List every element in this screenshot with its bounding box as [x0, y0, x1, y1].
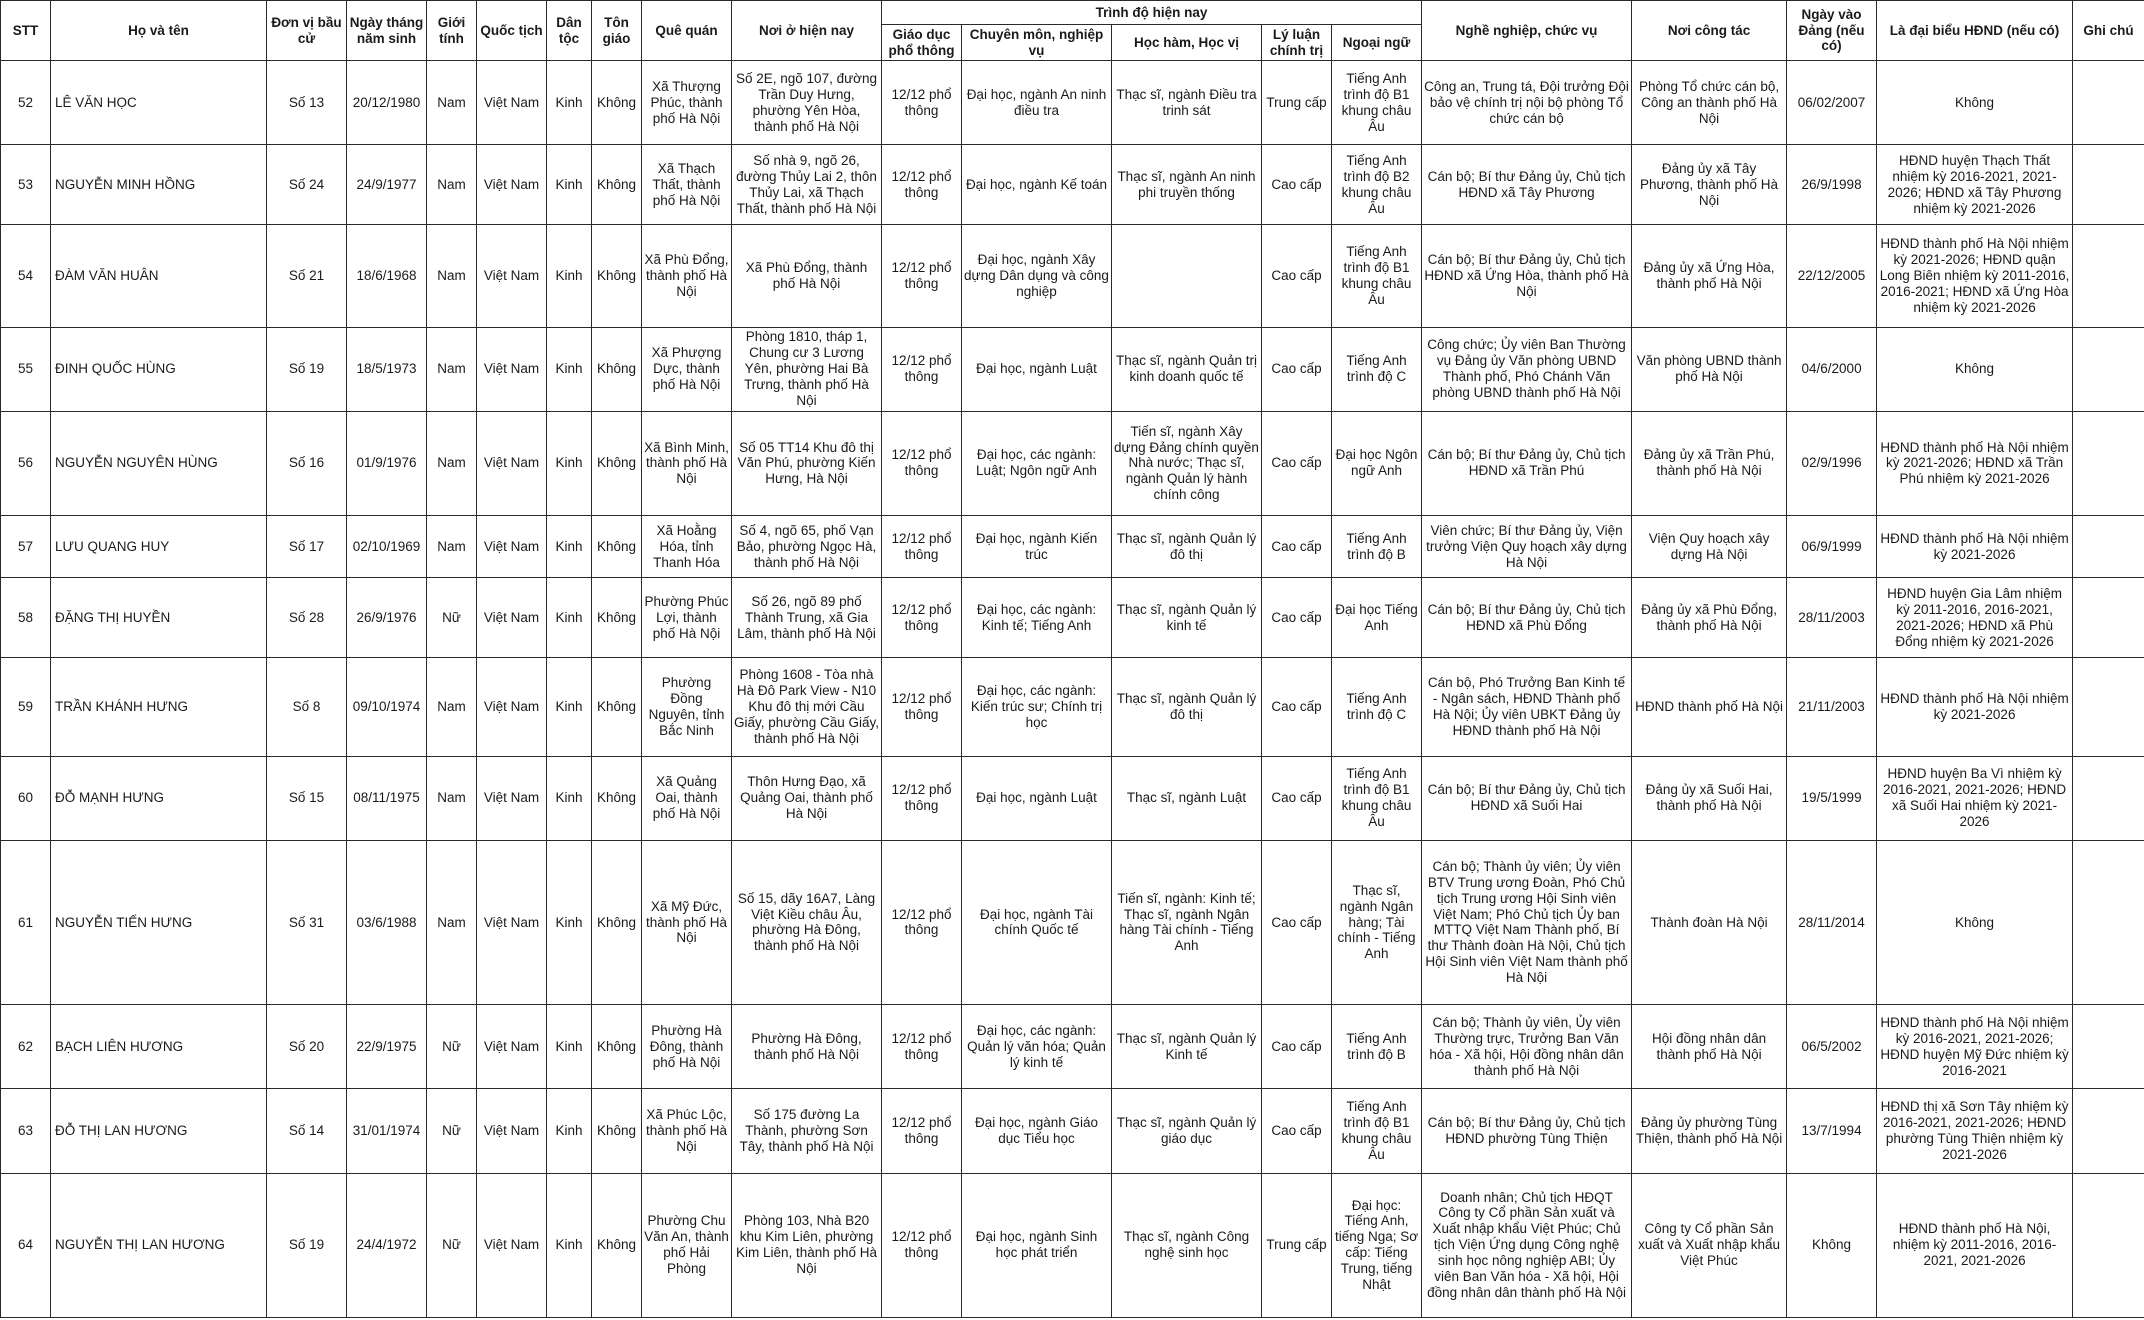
cell-ly-luan: Cao cấp: [1262, 411, 1332, 515]
cell-dai-bieu: Không: [1877, 61, 2073, 145]
cell-stt: 61: [1, 840, 51, 1004]
cell-ton-giao: Không: [592, 145, 642, 225]
cell-don-vi: Số 24: [267, 145, 347, 225]
table-row: [1, 1005, 2144, 1089]
cell-ngay-vao-dang: 28/11/2003: [1787, 578, 1877, 658]
cell-ho-ten: ĐỖ THỊ LAN HƯƠNG: [51, 1089, 267, 1173]
cell-ly-luan: Cao cấp: [1262, 145, 1332, 225]
cell-stt: 55: [1, 327, 51, 411]
cell-ngay-sinh: 20/12/1980: [347, 61, 427, 145]
cell-dai-bieu: HĐND thành phố Hà Nội nhiệm kỳ 2021-2026: [1877, 516, 2073, 578]
cell-noi-o: Thôn Hưng Đạo, xã Quảng Oai, thành phố Hà Nội: [732, 756, 882, 840]
table-row: [1, 327, 2144, 411]
cell-gd-pho-thong: 12/12 phổ thông: [882, 145, 962, 225]
cell-noi-o: Phòng 1810, tháp 1, Chung cư 3 Lương Yên, phường Hai Bà Trưng, thành phố Hà Nội: [732, 327, 882, 411]
cell-dan-toc: Kinh: [547, 840, 592, 1004]
cell-ly-luan: Cao cấp: [1262, 516, 1332, 578]
table-row: [1, 1089, 2144, 1173]
cell-chuyen-mon: Đại học, ngành An ninh điều tra: [962, 61, 1112, 145]
cell-dan-toc: Kinh: [547, 756, 592, 840]
cell-chuyen-mon: Đại học, ngành Kế toán: [962, 145, 1112, 225]
cell-ho-ten: BẠCH LIÊN HƯƠNG: [51, 1005, 267, 1089]
cell-ghi-chu: [2073, 1005, 2144, 1089]
cell-dai-bieu: HĐND thị xã Sơn Tây nhiệm kỳ 2016-2021, 2021-2026; HĐND phường Tùng Thiện nhiệm kỳ 2021-2026: [1877, 1089, 2073, 1173]
cell-nghe-nghiep: Cán bộ; Bí thư Đảng ủy, Chủ tịch HĐND xã Ứng Hòa, thành phố Hà Nội: [1422, 225, 1632, 327]
table-row: [1, 61, 2144, 145]
header-stt: STT: [1, 1, 51, 61]
header-ton-giao: Tôn giáo: [592, 1, 642, 61]
cell-chuyen-mon: Đại học, ngành Kiến trúc: [962, 516, 1112, 578]
cell-hoc-ham: Thạc sĩ, ngành Quản lý giáo dục: [1112, 1089, 1262, 1173]
cell-ton-giao: Không: [592, 327, 642, 411]
cell-ton-giao: Không: [592, 1173, 642, 1317]
cell-gd-pho-thong: 12/12 phổ thông: [882, 840, 962, 1004]
cell-ngay-vao-dang: Không: [1787, 1173, 1877, 1317]
cell-ngay-vao-dang: 21/11/2003: [1787, 658, 1877, 756]
cell-noi-cong-tac: Đảng ủy phường Tùng Thiện, thành phố Hà Nội: [1632, 1089, 1787, 1173]
cell-ho-ten: LÊ VĂN HỌC: [51, 61, 267, 145]
cell-dai-bieu: HĐND thành phố Hà Nội nhiệm kỳ 2021-2026: [1877, 658, 2073, 756]
cell-noi-o: Số 2E, ngõ 107, đường Trần Duy Hưng, phường Yên Hòa, thành phố Hà Nội: [732, 61, 882, 145]
cell-ngay-sinh: 31/01/1974: [347, 1089, 427, 1173]
cell-gioi-tinh: Nam: [427, 840, 477, 1004]
cell-ngay-sinh: 24/4/1972: [347, 1173, 427, 1317]
cell-noi-o: Số 26, ngõ 89 phố Thành Trung, xã Gia Lâm, thành phố Hà Nội: [732, 578, 882, 658]
cell-quoc-tich: Việt Nam: [477, 145, 547, 225]
cell-ho-ten: NGUYỄN THỊ LAN HƯƠNG: [51, 1173, 267, 1317]
cell-ho-ten: NGUYỄN MINH HỒNG: [51, 145, 267, 225]
cell-ho-ten: LƯU QUANG HUY: [51, 516, 267, 578]
cell-gd-pho-thong: 12/12 phổ thông: [882, 1173, 962, 1317]
cell-don-vi: Số 14: [267, 1089, 347, 1173]
cell-ton-giao: Không: [592, 658, 642, 756]
cell-dan-toc: Kinh: [547, 225, 592, 327]
cell-ton-giao: Không: [592, 578, 642, 658]
cell-ly-luan: Cao cấp: [1262, 578, 1332, 658]
cell-chuyen-mon: Đại học, các ngành: Kinh tế; Tiếng Anh: [962, 578, 1112, 658]
cell-dai-bieu: HĐND thành phố Hà Nội, nhiệm kỳ 2011-2016, 2016-2021, 2021-2026: [1877, 1173, 2073, 1317]
cell-don-vi: Số 16: [267, 411, 347, 515]
header-dai-bieu: Là đại biểu HĐND (nếu có): [1877, 1, 2073, 61]
cell-ho-ten: ĐINH QUỐC HÙNG: [51, 327, 267, 411]
cell-gioi-tinh: Nam: [427, 61, 477, 145]
cell-quoc-tich: Việt Nam: [477, 578, 547, 658]
cell-ngay-sinh: 02/10/1969: [347, 516, 427, 578]
cell-gioi-tinh: Nữ: [427, 578, 477, 658]
header-ngoai-ngu: Ngoại ngữ: [1332, 25, 1422, 61]
table-header: [1, 1, 2144, 61]
cell-hoc-ham: Tiến sĩ, ngành Xây dựng Đảng chính quyền Nhà nước; Thạc sĩ, ngành Quản lý hành chính công: [1112, 411, 1262, 515]
cell-que-quan: Xã Thượng Phúc, thành phố Hà Nội: [642, 61, 732, 145]
cell-ghi-chu: [2073, 516, 2144, 578]
cell-que-quan: Xã Bình Minh, thành phố Hà Nội: [642, 411, 732, 515]
cell-chuyen-mon: Đại học, ngành Giáo dục Tiểu học: [962, 1089, 1112, 1173]
cell-quoc-tich: Việt Nam: [477, 756, 547, 840]
cell-noi-cong-tac: Đảng ủy xã Suối Hai, thành phố Hà Nội: [1632, 756, 1787, 840]
cell-ngoai-ngu: Tiếng Anh trình độ B1 khung châu Âu: [1332, 1089, 1422, 1173]
header-que-quan: Quê quán: [642, 1, 732, 61]
cell-ly-luan: Cao cấp: [1262, 225, 1332, 327]
cell-don-vi: Số 17: [267, 516, 347, 578]
cell-noi-o: Phòng 1608 - Tòa nhà Hà Đô Park View - N10 Khu đô thị mới Cầu Giấy, phường Cầu Giấy, thành phố Hà Nội: [732, 658, 882, 756]
cell-nghe-nghiep: Cán bộ; Bí thư Đảng ủy, Chủ tịch HĐND xã Tây Phương: [1422, 145, 1632, 225]
cell-hoc-ham: Thạc sĩ, ngành An ninh phi truyền thống: [1112, 145, 1262, 225]
header-don-vi: Đơn vị bầu cử: [267, 1, 347, 61]
cell-noi-o: Phường Hà Đông, thành phố Hà Nội: [732, 1005, 882, 1089]
cell-ghi-chu: [2073, 1173, 2144, 1317]
cell-chuyen-mon: Đại học, ngành Tài chính Quốc tế: [962, 840, 1112, 1004]
cell-ghi-chu: [2073, 61, 2144, 145]
cell-ho-ten: TRẦN KHÁNH HƯNG: [51, 658, 267, 756]
table-row: [1, 756, 2144, 840]
header-ghi-chu: Ghi chú: [2073, 1, 2144, 61]
cell-don-vi: Số 19: [267, 327, 347, 411]
cell-noi-cong-tac: Phòng Tổ chức cán bộ, Công an thành phố Hà Nội: [1632, 61, 1787, 145]
cell-ngay-vao-dang: 26/9/1998: [1787, 145, 1877, 225]
cell-ngay-sinh: 24/9/1977: [347, 145, 427, 225]
cell-gioi-tinh: Nam: [427, 756, 477, 840]
cell-ghi-chu: [2073, 658, 2144, 756]
cell-noi-cong-tac: Công ty Cổ phần Sản xuất và Xuất nhập khẩu Việt Phúc: [1632, 1173, 1787, 1317]
table-row: [1, 516, 2144, 578]
cell-gd-pho-thong: 12/12 phổ thông: [882, 411, 962, 515]
cell-nghe-nghiep: Cán bộ; Thành ủy viên, Ủy viên Thường trực, Trưởng Ban Văn hóa - Xã hội, Hội đồng nhân dân thành phố Hà Nội: [1422, 1005, 1632, 1089]
cell-nghe-nghiep: Cán bộ; Bí thư Đảng ủy, Chủ tịch HĐND xã Trần Phú: [1422, 411, 1632, 515]
cell-gioi-tinh: Nam: [427, 145, 477, 225]
cell-dan-toc: Kinh: [547, 658, 592, 756]
cell-gioi-tinh: Nữ: [427, 1173, 477, 1317]
cell-ly-luan: Trung cấp: [1262, 1173, 1332, 1317]
table-row: [1, 411, 2144, 515]
cell-ly-luan: Cao cấp: [1262, 658, 1332, 756]
cell-nghe-nghiep: Cán bộ; Bí thư Đảng ủy, Chủ tịch HĐND xã Suối Hai: [1422, 756, 1632, 840]
header-ly-luan: Lý luận chính trị: [1262, 25, 1332, 61]
header-ngay-sinh: Ngày tháng năm sinh: [347, 1, 427, 61]
cell-ngoai-ngu: Tiếng Anh trình độ B1 khung châu Âu: [1332, 61, 1422, 145]
cell-gd-pho-thong: 12/12 phổ thông: [882, 1005, 962, 1089]
cell-que-quan: Phường Hà Đông, thành phố Hà Nội: [642, 1005, 732, 1089]
cell-gd-pho-thong: 12/12 phổ thông: [882, 578, 962, 658]
cell-ho-ten: NGUYỄN NGUYÊN HÙNG: [51, 411, 267, 515]
table-row: [1, 1173, 2144, 1317]
cell-hoc-ham: Thạc sĩ, ngành Quản trị kinh doanh quốc tế: [1112, 327, 1262, 411]
cell-nghe-nghiep: Cán bộ; Bí thư Đảng ủy, Chủ tịch HĐND xã Phù Đổng: [1422, 578, 1632, 658]
table-body: [1, 61, 2144, 1318]
cell-don-vi: Số 15: [267, 756, 347, 840]
header-nghe-nghiep: Nghề nghiệp, chức vụ: [1422, 1, 1632, 61]
cell-ngoai-ngu: Tiếng Anh trình độ C: [1332, 658, 1422, 756]
cell-noi-cong-tac: HĐND thành phố Hà Nội: [1632, 658, 1787, 756]
cell-don-vi: Số 8: [267, 658, 347, 756]
cell-dai-bieu: HĐND huyện Ba Vì nhiệm kỳ 2016-2021, 2021-2026; HĐND xã Suối Hai nhiệm kỳ 2021-2026: [1877, 756, 2073, 840]
cell-chuyen-mon: Đại học, các ngành: Kiến trúc sư; Chính trị học: [962, 658, 1112, 756]
cell-ngay-vao-dang: 06/02/2007: [1787, 61, 1877, 145]
cell-ngay-sinh: 18/5/1973: [347, 327, 427, 411]
cell-noi-o: Số 175 đường La Thành, phường Sơn Tây, thành phố Hà Nội: [732, 1089, 882, 1173]
cell-gioi-tinh: Nam: [427, 225, 477, 327]
cell-stt: 62: [1, 1005, 51, 1089]
cell-stt: 52: [1, 61, 51, 145]
cell-gd-pho-thong: 12/12 phổ thông: [882, 1089, 962, 1173]
cell-que-quan: Xã Phúc Lộc, thành phố Hà Nội: [642, 1089, 732, 1173]
cell-dan-toc: Kinh: [547, 1173, 592, 1317]
cell-ngay-vao-dang: 06/9/1999: [1787, 516, 1877, 578]
header-ngay-vao-dang: Ngày vào Đảng (nếu có): [1787, 1, 1877, 61]
cell-ngay-vao-dang: 28/11/2014: [1787, 840, 1877, 1004]
cell-nghe-nghiep: Cán bộ, Phó Trưởng Ban Kinh tế - Ngân sách, HĐND Thành phố Hà Nội; Ủy viên UBKT Đảng ủy HĐND thành phố Hà Nội: [1422, 658, 1632, 756]
cell-gioi-tinh: Nam: [427, 658, 477, 756]
cell-noi-o: Số nhà 9, ngõ 26, đường Thủy Lai 2, thôn Thủy Lai, xã Thạch Thất, thành phố Hà Nội: [732, 145, 882, 225]
cell-que-quan: Phường Phúc Lợi, thành phố Hà Nội: [642, 578, 732, 658]
cell-ho-ten: NGUYỄN TIẾN HƯNG: [51, 840, 267, 1004]
cell-ly-luan: Cao cấp: [1262, 327, 1332, 411]
cell-ngay-sinh: 08/11/1975: [347, 756, 427, 840]
table-row: [1, 145, 2144, 225]
cell-gioi-tinh: Nữ: [427, 1089, 477, 1173]
cell-don-vi: Số 19: [267, 1173, 347, 1317]
header-gioi-tinh: Giới tính: [427, 1, 477, 61]
cell-noi-cong-tac: Thành đoàn Hà Nội: [1632, 840, 1787, 1004]
cell-chuyen-mon: Đại học, ngành Xây dựng Dân dụng và công nghiệp: [962, 225, 1112, 327]
cell-ghi-chu: [2073, 840, 2144, 1004]
cell-chuyen-mon: Đại học, ngành Sinh học phát triển: [962, 1173, 1112, 1317]
cell-que-quan: Xã Mỹ Đức, thành phố Hà Nội: [642, 840, 732, 1004]
cell-ton-giao: Không: [592, 840, 642, 1004]
cell-noi-cong-tac: Đảng ủy xã Trần Phú, thành phố Hà Nội: [1632, 411, 1787, 515]
cell-ly-luan: Trung cấp: [1262, 61, 1332, 145]
cell-gioi-tinh: Nữ: [427, 1005, 477, 1089]
header-hoc-ham: Học hàm, Học vị: [1112, 25, 1262, 61]
cell-dai-bieu: Không: [1877, 840, 2073, 1004]
cell-ghi-chu: [2073, 225, 2144, 327]
cell-noi-cong-tac: Đảng ủy xã Ứng Hòa, thành phố Hà Nội: [1632, 225, 1787, 327]
cell-quoc-tich: Việt Nam: [477, 411, 547, 515]
cell-ngoai-ngu: Tiếng Anh trình độ B: [1332, 516, 1422, 578]
cell-quoc-tich: Việt Nam: [477, 840, 547, 1004]
cell-dai-bieu: HĐND thành phố Hà Nội nhiệm kỳ 2021-2026; HĐND quận Long Biên nhiệm kỳ 2011-2016, 2016-2021; HĐND xã Ứng Hòa nhiệm kỳ 2021-2026: [1877, 225, 2073, 327]
cell-noi-o: Xã Phù Đổng, thành phố Hà Nội: [732, 225, 882, 327]
cell-nghe-nghiep: Viên chức; Bí thư Đảng ủy, Viện trưởng Viện Quy hoạch xây dựng Hà Nội: [1422, 516, 1632, 578]
cell-ngay-vao-dang: 02/9/1996: [1787, 411, 1877, 515]
cell-dan-toc: Kinh: [547, 145, 592, 225]
cell-stt: 54: [1, 225, 51, 327]
cell-quoc-tich: Việt Nam: [477, 61, 547, 145]
cell-gd-pho-thong: 12/12 phổ thông: [882, 756, 962, 840]
cell-gioi-tinh: Nam: [427, 516, 477, 578]
cell-noi-o: Phòng 103, Nhà B20 khu Kim Liên, phường Kim Liên, thành phố Hà Nội: [732, 1173, 882, 1317]
cell-gd-pho-thong: 12/12 phổ thông: [882, 658, 962, 756]
cell-que-quan: Xã Hoằng Hóa, tỉnh Thanh Hóa: [642, 516, 732, 578]
cell-ho-ten: ĐỖ MẠNH HƯNG: [51, 756, 267, 840]
cell-noi-cong-tac: Đảng ủy xã Phù Đổng, thành phố Hà Nội: [1632, 578, 1787, 658]
cell-dan-toc: Kinh: [547, 327, 592, 411]
cell-ton-giao: Không: [592, 225, 642, 327]
cell-don-vi: Số 28: [267, 578, 347, 658]
header-noi-cong-tac: Nơi công tác: [1632, 1, 1787, 61]
cell-ngay-sinh: 03/6/1988: [347, 840, 427, 1004]
cell-stt: 53: [1, 145, 51, 225]
cell-gd-pho-thong: 12/12 phổ thông: [882, 516, 962, 578]
cell-stt: 60: [1, 756, 51, 840]
cell-ly-luan: Cao cấp: [1262, 1005, 1332, 1089]
header-noi-o: Nơi ở hiện nay: [732, 1, 882, 61]
cell-ngoai-ngu: Thạc sĩ, ngành Ngân hàng; Tài chính - Tiếng Anh: [1332, 840, 1422, 1004]
cell-ly-luan: Cao cấp: [1262, 1089, 1332, 1173]
cell-chuyen-mon: Đại học, ngành Luật: [962, 327, 1112, 411]
cell-ton-giao: Không: [592, 516, 642, 578]
cell-quoc-tich: Việt Nam: [477, 658, 547, 756]
cell-ngay-sinh: 01/9/1976: [347, 411, 427, 515]
cell-ton-giao: Không: [592, 61, 642, 145]
cell-ton-giao: Không: [592, 1005, 642, 1089]
cell-gd-pho-thong: 12/12 phổ thông: [882, 225, 962, 327]
cell-ghi-chu: [2073, 327, 2144, 411]
cell-ly-luan: Cao cấp: [1262, 756, 1332, 840]
cell-quoc-tich: Việt Nam: [477, 1089, 547, 1173]
cell-stt: 64: [1, 1173, 51, 1317]
cell-ghi-chu: [2073, 411, 2144, 515]
cell-ngoai-ngu: Tiếng Anh trình độ B2 khung châu Âu: [1332, 145, 1422, 225]
cell-dan-toc: Kinh: [547, 578, 592, 658]
cell-ly-luan: Cao cấp: [1262, 840, 1332, 1004]
cell-stt: 56: [1, 411, 51, 515]
cell-ngay-sinh: 18/6/1968: [347, 225, 427, 327]
table-row: [1, 658, 2144, 756]
cell-dai-bieu: HĐND thành phố Hà Nội nhiệm kỳ 2021-2026; HĐND xã Trần Phú nhiệm kỳ 2021-2026: [1877, 411, 2073, 515]
cell-ngoai-ngu: Tiếng Anh trình độ B1 khung châu Âu: [1332, 225, 1422, 327]
cell-hoc-ham: Thạc sĩ, ngành Quản lý kinh tế: [1112, 578, 1262, 658]
cell-que-quan: Xã Phù Đổng, thành phố Hà Nội: [642, 225, 732, 327]
cell-que-quan: Xã Thạch Thất, thành phố Hà Nội: [642, 145, 732, 225]
header-dan-toc: Dân tộc: [547, 1, 592, 61]
cell-nghe-nghiep: Công an, Trung tá, Đội trưởng Đội bảo vệ chính trị nội bộ phòng Tổ chức cán bộ: [1422, 61, 1632, 145]
cell-noi-cong-tac: Viện Quy hoạch xây dựng Hà Nội: [1632, 516, 1787, 578]
cell-hoc-ham: Thạc sĩ, ngành Công nghệ sinh học: [1112, 1173, 1262, 1317]
cell-stt: 58: [1, 578, 51, 658]
table-row: [1, 225, 2144, 327]
cell-ton-giao: Không: [592, 1089, 642, 1173]
cell-dan-toc: Kinh: [547, 1089, 592, 1173]
cell-ghi-chu: [2073, 578, 2144, 658]
cell-noi-o: Số 4, ngõ 65, phố Vạn Bảo, phường Ngọc Hà, thành phố Hà Nội: [732, 516, 882, 578]
cell-ngoai-ngu: Đại học: Tiếng Anh, tiếng Nga; Sơ cấp: Tiếng Trung, tiếng Nhật: [1332, 1173, 1422, 1317]
header-quoc-tich: Quốc tịch: [477, 1, 547, 61]
cell-hoc-ham: Thạc sĩ, ngành Quản lý đô thị: [1112, 658, 1262, 756]
header-gd-pho-thong: Giáo dục phổ thông: [882, 25, 962, 61]
cell-ngoai-ngu: Tiếng Anh trình độ C: [1332, 327, 1422, 411]
cell-gioi-tinh: Nam: [427, 327, 477, 411]
cell-ngoai-ngu: Tiếng Anh trình độ B: [1332, 1005, 1422, 1089]
table-row: [1, 840, 2144, 1004]
cell-noi-o: Số 15, dãy 16A7, Làng Việt Kiều châu Âu, phường Hà Đông, thành phố Hà Nội: [732, 840, 882, 1004]
cell-hoc-ham: Thạc sĩ, ngành Luật: [1112, 756, 1262, 840]
cell-hoc-ham: Thạc sĩ, ngành Quản lý đô thị: [1112, 516, 1262, 578]
cell-gioi-tinh: Nam: [427, 411, 477, 515]
cell-ghi-chu: [2073, 756, 2144, 840]
cell-ngoai-ngu: Đại học Tiếng Anh: [1332, 578, 1422, 658]
cell-hoc-ham: Thạc sĩ, ngành Quản lý Kinh tế: [1112, 1005, 1262, 1089]
cell-ton-giao: Không: [592, 411, 642, 515]
cell-ngay-vao-dang: 22/12/2005: [1787, 225, 1877, 327]
cell-chuyen-mon: Đại học, ngành Luật: [962, 756, 1112, 840]
cell-dan-toc: Kinh: [547, 516, 592, 578]
cell-que-quan: Xã Phượng Dực, thành phố Hà Nội: [642, 327, 732, 411]
cell-chuyen-mon: Đại học, các ngành: Quản lý văn hóa; Quản lý kinh tế: [962, 1005, 1112, 1089]
cell-gd-pho-thong: 12/12 phổ thông: [882, 61, 962, 145]
cell-dan-toc: Kinh: [547, 1005, 592, 1089]
cell-ho-ten: ĐẶNG THỊ HUYỀN: [51, 578, 267, 658]
cell-ghi-chu: [2073, 145, 2144, 225]
cell-hoc-ham: Thạc sĩ, ngành Điều tra trinh sát: [1112, 61, 1262, 145]
cell-que-quan: Phường Đồng Nguyên, tỉnh Bắc Ninh: [642, 658, 732, 756]
cell-quoc-tich: Việt Nam: [477, 327, 547, 411]
cell-dai-bieu: HĐND thành phố Hà Nội nhiệm kỳ 2016-2021, 2021-2026; HĐND huyện Mỹ Đức nhiệm kỳ 2016-2021: [1877, 1005, 2073, 1089]
cell-dan-toc: Kinh: [547, 411, 592, 515]
header-chuyen-mon: Chuyên môn, nghiệp vụ: [962, 25, 1112, 61]
table-row: [1, 578, 2144, 658]
cell-nghe-nghiep: Công chức; Ủy viên Ban Thường vụ Đảng ủy Văn phòng UBND Thành phố, Phó Chánh Văn phòng UBND thành phố Hà Nội: [1422, 327, 1632, 411]
cell-ghi-chu: [2073, 1089, 2144, 1173]
cell-stt: 57: [1, 516, 51, 578]
cell-ngay-sinh: 22/9/1975: [347, 1005, 427, 1089]
cell-dai-bieu: HĐND huyện Thạch Thất nhiệm kỳ 2016-2021, 2021-2026; HĐND xã Tây Phương nhiệm kỳ 2021-2026: [1877, 145, 2073, 225]
cell-ngay-vao-dang: 19/5/1999: [1787, 756, 1877, 840]
cell-ngay-vao-dang: 13/7/1994: [1787, 1089, 1877, 1173]
cell-ngay-sinh: 26/9/1976: [347, 578, 427, 658]
cell-nghe-nghiep: Cán bộ; Bí thư Đảng ủy, Chủ tịch HĐND phường Tùng Thiện: [1422, 1089, 1632, 1173]
cell-dai-bieu: HĐND huyện Gia Lâm nhiệm kỳ 2011-2016, 2016-2021, 2021-2026; HĐND xã Phù Đổng nhiệm kỳ 2021-2026: [1877, 578, 2073, 658]
cell-dan-toc: Kinh: [547, 61, 592, 145]
cell-quoc-tich: Việt Nam: [477, 1173, 547, 1317]
cell-ton-giao: Không: [592, 756, 642, 840]
cell-ngay-vao-dang: 06/5/2002: [1787, 1005, 1877, 1089]
cell-don-vi: Số 31: [267, 840, 347, 1004]
cell-quoc-tich: Việt Nam: [477, 225, 547, 327]
cell-dai-bieu: Không: [1877, 327, 2073, 411]
cell-noi-o: Số 05 TT14 Khu đô thị Văn Phú, phường Kiến Hưng, Hà Nội: [732, 411, 882, 515]
header-ho-ten: Họ và tên: [51, 1, 267, 61]
cell-ngay-vao-dang: 04/6/2000: [1787, 327, 1877, 411]
cell-nghe-nghiep: Cán bộ; Thành ủy viên; Ủy viên BTV Trung ương Đoàn, Phó Chủ tịch Trung ương Hội Sinh viên Việt Nam; Phó Chủ tịch Ủy ban MTTQ Việt Nam Thành phố, Bí thư Thành đoàn Hà Nội, Chủ tịch Hội Sinh viên Việt Nam thành phố Hà Nội: [1422, 840, 1632, 1004]
cell-ngoai-ngu: Tiếng Anh trình độ B1 khung châu Âu: [1332, 756, 1422, 840]
cell-chuyen-mon: Đại học, các ngành: Luật; Ngôn ngữ Anh: [962, 411, 1112, 515]
cell-ngoai-ngu: Đại học Ngôn ngữ Anh: [1332, 411, 1422, 515]
cell-que-quan: Xã Quảng Oai, thành phố Hà Nội: [642, 756, 732, 840]
cell-ho-ten: ĐÀM VĂN HUÂN: [51, 225, 267, 327]
cell-stt: 59: [1, 658, 51, 756]
cell-noi-cong-tac: Hội đồng nhân dân thành phố Hà Nội: [1632, 1005, 1787, 1089]
cell-stt: 63: [1, 1089, 51, 1173]
cell-que-quan: Phường Chu Văn An, thành phố Hải Phòng: [642, 1173, 732, 1317]
cell-don-vi: Số 20: [267, 1005, 347, 1089]
cell-ngay-sinh: 09/10/1974: [347, 658, 427, 756]
cell-gd-pho-thong: 12/12 phổ thông: [882, 327, 962, 411]
cell-quoc-tich: Việt Nam: [477, 516, 547, 578]
cell-hoc-ham: [1112, 225, 1262, 327]
cell-noi-cong-tac: Văn phòng UBND thành phố Hà Nội: [1632, 327, 1787, 411]
header-trinh-do: Trình độ hiện nay: [882, 1, 1422, 25]
cell-nghe-nghiep: Doanh nhân; Chủ tịch HĐQT Công ty Cổ phần Sản xuất và Xuất nhập khẩu Việt Phúc; Chủ tịch Viện Ứng dụng Công nghệ sinh học nông nghiệp ABI; Ủy viên Ban Văn hóa - Xã hội, Hội đồng nhân dân thành phố Hà Nội: [1422, 1173, 1632, 1317]
cell-don-vi: Số 13: [267, 61, 347, 145]
cell-hoc-ham: Tiến sĩ, ngành: Kinh tế; Thạc sĩ, ngành Ngân hàng Tài chính - Tiếng Anh: [1112, 840, 1262, 1004]
cell-quoc-tich: Việt Nam: [477, 1005, 547, 1089]
cell-don-vi: Số 21: [267, 225, 347, 327]
cell-noi-cong-tac: Đảng ủy xã Tây Phương, thành phố Hà Nội: [1632, 145, 1787, 225]
